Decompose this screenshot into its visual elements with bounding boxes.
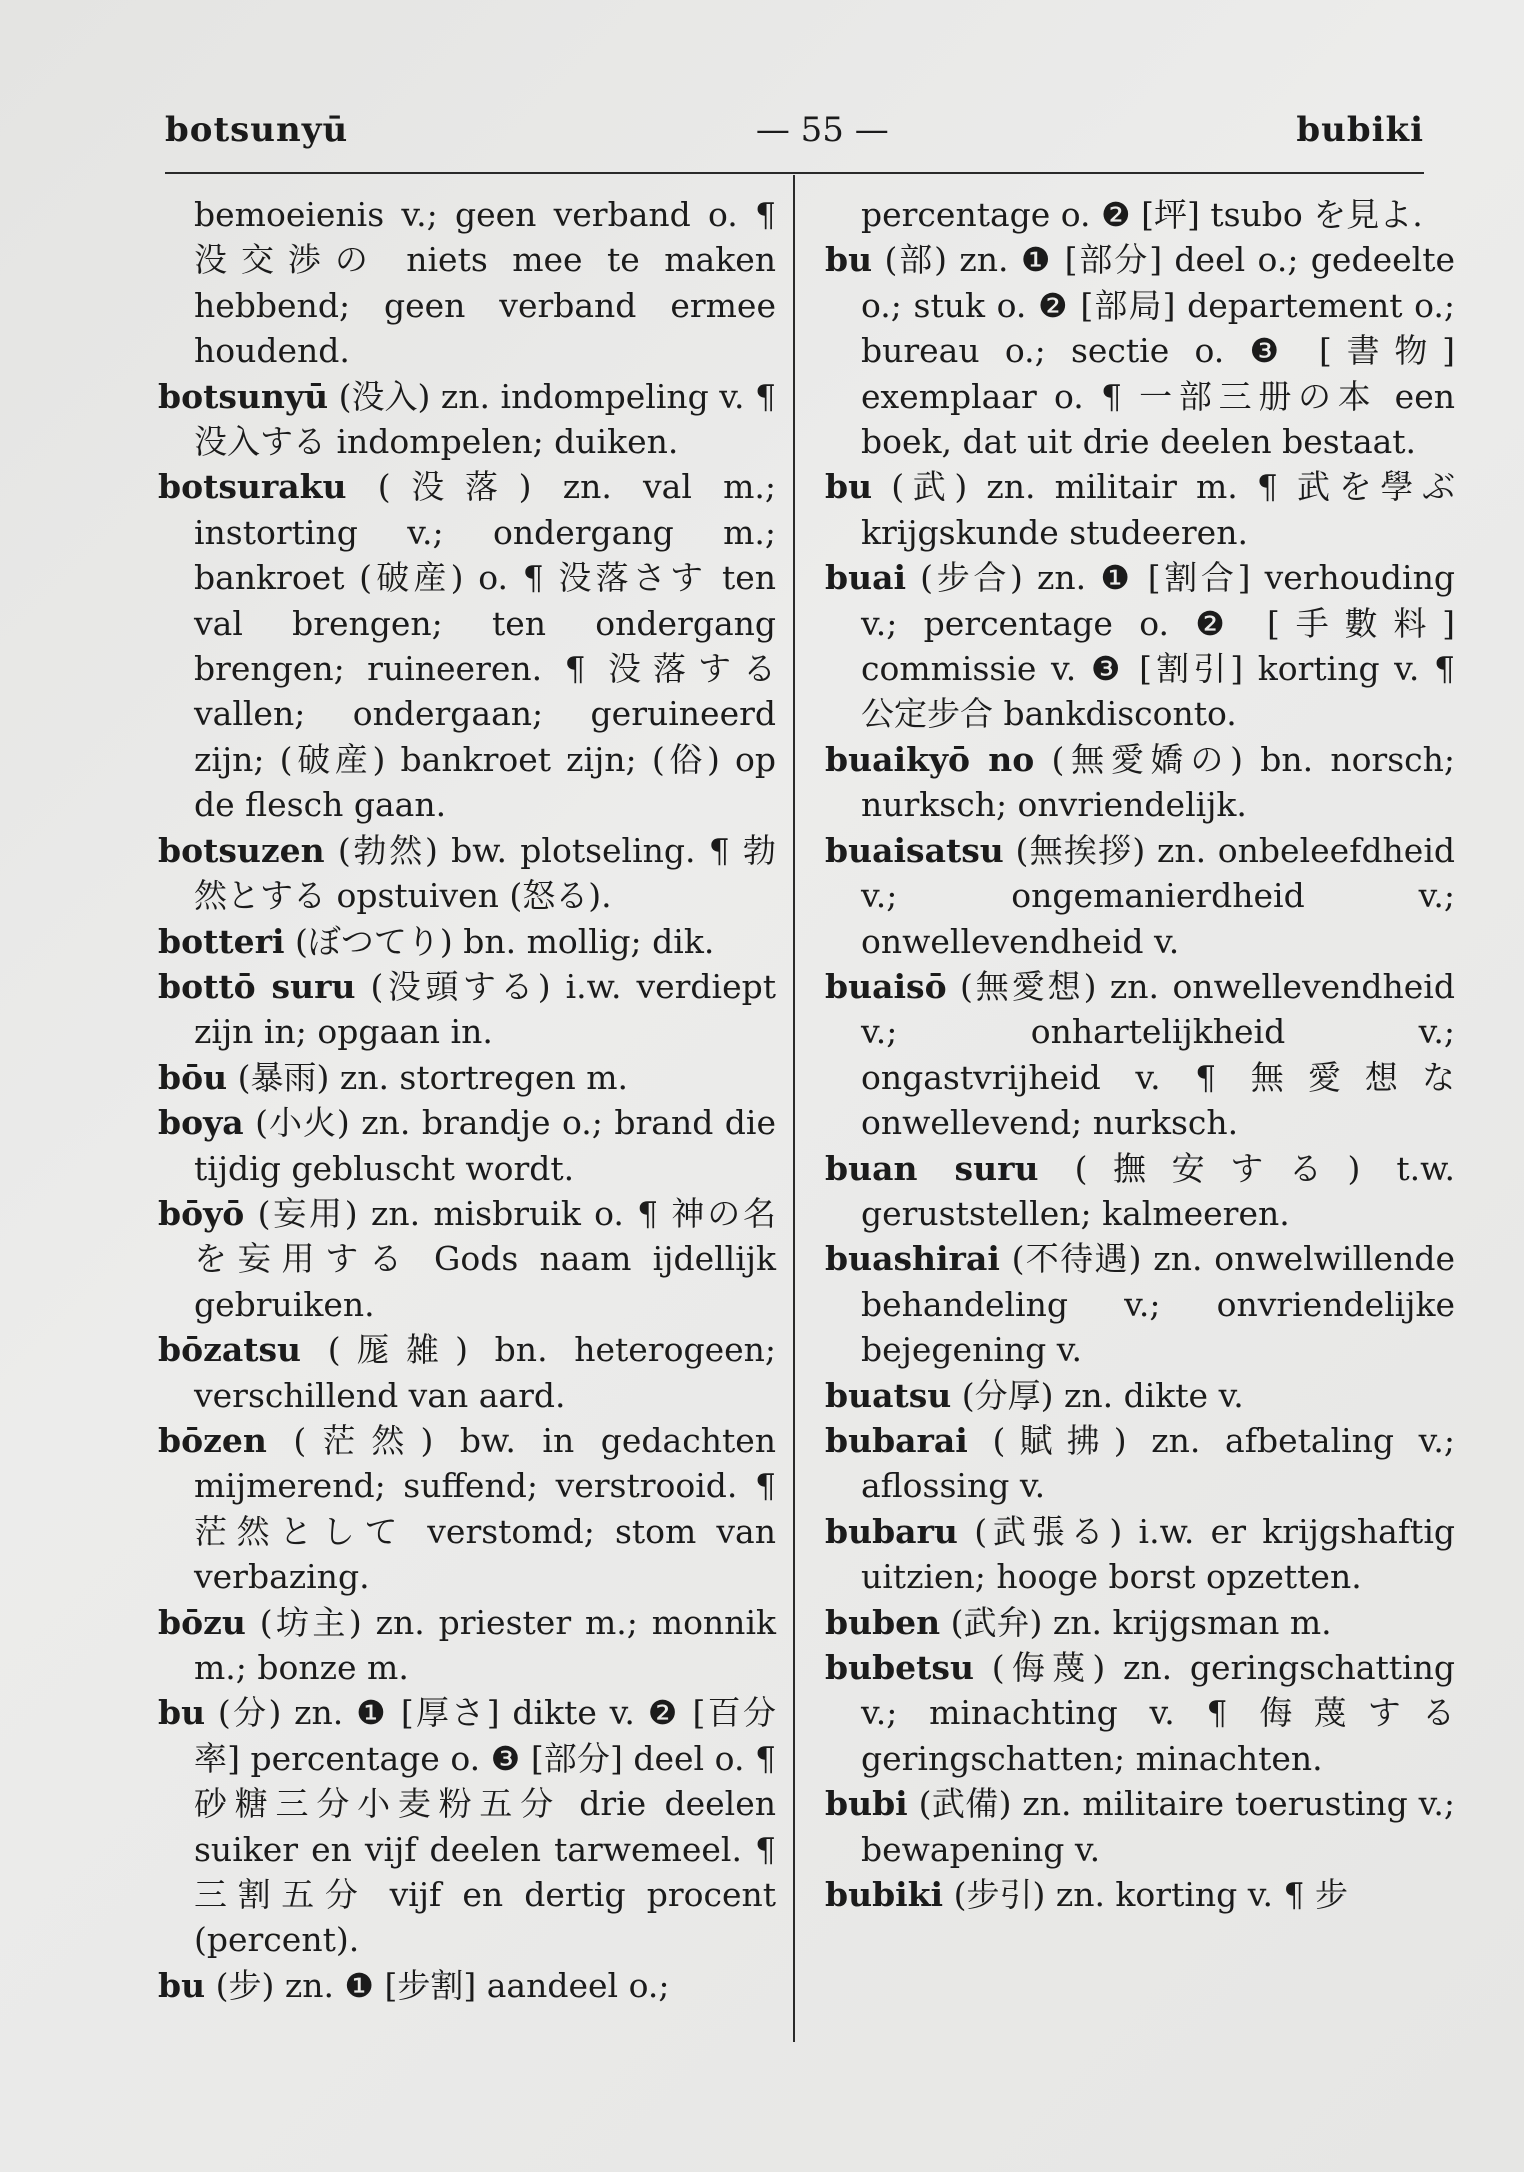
dictionary-entry: bōzatsu (厖雑) bn. heterogeen; verschillend van aard. bbox=[158, 1330, 776, 1415]
headword: bōzatsu bbox=[158, 1330, 302, 1370]
headword: botsuzen bbox=[158, 830, 325, 870]
dictionary-entry: buaisō (無愛想) zn. onwellevendheid v.; onhartelijkheid v.; ongastvrijheid v. ¶ 無愛想な onwellevend; nurksch. bbox=[825, 966, 1455, 1143]
headword: buashirai bbox=[825, 1239, 1000, 1279]
dictionary-entry: botsuraku (没落) zn. val m.; instorting v.; ondergang m.; bankroet (破産) o. ¶ 没落さす ten val brengen; ten ondergang brengen; ruineeren. ¶ 没落する vallen; ondergaan; geruineerd zijn; (破産) bankroet zijn; (俗) op de flesch gaan. bbox=[158, 467, 776, 825]
dictionary-entry: buaikyō no (無愛嬌の) bn. norsch; nurksch; onvriendelijk. bbox=[825, 739, 1455, 825]
dictionary-entry: bōzu (坊主) zn. priester m.; monnik m.; bonze m. bbox=[158, 1602, 776, 1687]
headword: bubetsu bbox=[825, 1648, 974, 1687]
dictionary-entry-continued: bemoeienis v.; geen verband o. ¶ 没交渉の niets mee te maken hebbend; geen verband ermee houdend. bbox=[194, 195, 776, 371]
dictionary-entry: bu (部) zn. ❶ [部分] deel o.; gedeelte o.; stuk o. ❷ [部局] departement o.; bureau o.; sectie o. ❸ [書物] exemplaar o. ¶ 一部三册の本 een boek, dat uit drie deelen bestaat. bbox=[825, 240, 1455, 462]
dictionary-entry: boya (小火) zn. brandje o.; brand die tijdig gebluscht wordt. bbox=[158, 1103, 776, 1188]
headword: boya bbox=[158, 1103, 244, 1143]
headword: buaisō bbox=[825, 966, 947, 1006]
headword: botsunyū bbox=[158, 376, 329, 416]
dictionary-entry: buashirai (不待遇) zn. onwelwillende behandeling v.; onvriendelijke bejegening v. bbox=[825, 1239, 1455, 1370]
headword: bōyō bbox=[158, 1193, 245, 1233]
column-divider bbox=[793, 175, 795, 2042]
headword: bu bbox=[158, 1965, 206, 2005]
headword: bubi bbox=[825, 1784, 908, 1824]
headword: botsuraku bbox=[158, 467, 347, 507]
headword: bottō suru bbox=[158, 966, 356, 1006]
headword: buaisatsu bbox=[825, 830, 1004, 870]
headword: bu bbox=[825, 240, 873, 280]
headword: bōzu bbox=[158, 1602, 246, 1642]
page-number: — 55 — bbox=[755, 110, 889, 150]
dictionary-entry: botsunyū (没入) zn. indompeling v. ¶ 没入する indompelen; duiken. bbox=[158, 376, 776, 462]
dictionary-entry: bubaru (武張る) i.w. er krijgshaftig uitzien; hooge borst opzetten. bbox=[825, 1511, 1455, 1597]
dictionary-entry: bubarai (賦拂) zn. afbetaling v.; aflossing v. bbox=[825, 1420, 1455, 1506]
headword: buaikyō no bbox=[825, 739, 1035, 779]
dictionary-entry: buaisatsu (無挨拶) zn. onbeleefdheid v.; ongemanierdheid v.; onwellevendheid v. bbox=[825, 830, 1455, 961]
headword: botteri bbox=[158, 921, 285, 961]
dictionary-entry: buatsu (分厚) zn. dikte v. bbox=[825, 1375, 1244, 1415]
dictionary-entry: buai (步合) zn. ❶ [割合] verhouding v.; percentage o. ❷ [手數料] commissie v. ❸ [割引] korting v. ¶ 公定步合 bankdisconto. bbox=[825, 558, 1455, 734]
guide-word-right: bubiki bbox=[1296, 110, 1424, 150]
dictionary-entry: bubetsu (侮蔑) zn. geringschatting v.; minachting v. ¶ 侮蔑する geringschatten; minachten. bbox=[825, 1648, 1455, 1778]
headword: buan suru bbox=[825, 1148, 1039, 1188]
dictionary-entry: buan suru (撫安する) t.w. geruststellen; kalmeeren. bbox=[825, 1148, 1455, 1233]
right-column bbox=[825, 192, 1455, 1917]
headword: bubiki bbox=[825, 1875, 944, 1915]
dictionary-entry: bōyō (妄用) zn. misbruik o. ¶ 神の名を妄用する Gods naam ijdellijk gebruiken. bbox=[158, 1193, 776, 1324]
header-rule bbox=[165, 172, 1424, 174]
headword: buben bbox=[825, 1602, 941, 1642]
dictionary-entry: bu (武) zn. militair m. ¶ 武を學ぶ krijgskunde studeeren. bbox=[825, 467, 1455, 552]
headword: bu bbox=[825, 467, 873, 507]
headword: bōu bbox=[158, 1057, 228, 1097]
page-header bbox=[165, 100, 1424, 160]
headword: bu bbox=[158, 1693, 206, 1733]
headword: buai bbox=[825, 558, 906, 598]
dictionary-entry-continued: percentage o. ❷ [坪] tsubo を見よ. bbox=[861, 195, 1423, 234]
dictionary-entry: botteri (ぼつてり) bn. mollig; dik. bbox=[158, 921, 715, 961]
dictionary-entry: bōu (暴雨) zn. stortregen m. bbox=[158, 1057, 629, 1097]
headword: bubaru bbox=[825, 1511, 958, 1551]
dictionary-entry: buben (武弁) zn. krijgsman m. bbox=[825, 1602, 1332, 1642]
guide-word-left: botsunyū bbox=[165, 110, 349, 150]
dictionary-entry: bōzen (茫然) bw. in gedachten mijmerend; suffend; verstrooid. ¶ 茫然として verstomd; stom van verbazing. bbox=[158, 1420, 776, 1597]
dictionary-entry: bubiki (步引) zn. korting v. ¶ 步 bbox=[825, 1875, 1348, 1915]
dictionary-entry: bu (步) zn. ❶ [步割] aandeel o.; bbox=[158, 1965, 670, 2005]
dictionary-entry: bu (分) zn. ❶ [厚さ] dikte v. ❷ [百分率] percentage o. ❸ [部分] deel o. ¶ 砂糖三分小麦粉五分 drie deelen suiker en vijf deelen tarwemeel. ¶ 三割五分 vijf en dertig procent (percent). bbox=[158, 1693, 776, 1960]
left-column bbox=[158, 192, 776, 2008]
headword: bubarai bbox=[825, 1420, 968, 1460]
headword: bōzen bbox=[158, 1420, 267, 1460]
dictionary-entry: bottō suru (没頭する) i.w. verdiept zijn in; opgaan in. bbox=[158, 966, 777, 1052]
dictionary-entry: bubi (武備) zn. militaire toerusting v.; bewapening v. bbox=[825, 1784, 1455, 1869]
dictionary-entry: botsuzen (勃然) bw. plotseling. ¶ 勃然とする opstuiven (怒る). bbox=[158, 830, 776, 916]
headword: buatsu bbox=[825, 1375, 952, 1415]
